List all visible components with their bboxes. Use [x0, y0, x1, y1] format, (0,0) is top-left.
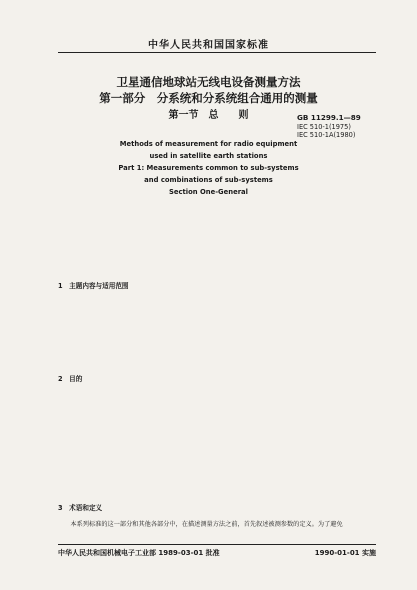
english-line-5: Section One-General [169, 188, 248, 196]
paragraph-3-1: 本系列标准的这一部分和其他各部分中，在描述测量方法之前，首先叙述被测参数的定义。为了避免 [70, 521, 343, 528]
title-section: 第一节 总 则 [168, 110, 249, 121]
iec-code-2: IEC 510-1A(1980) [297, 131, 356, 140]
title-line-1: 卫星通信地球站无线电设备测量方法 [116, 75, 301, 89]
standard-header: 中华人民共和国国家标准 [148, 40, 269, 51]
section-3-heading: 3 术语和定义 [58, 504, 103, 512]
approval-text: 中华人民共和国机械电子工业部 1989-03-01 批准 [58, 549, 220, 557]
gb-code: GB 11299.1—89 [297, 113, 361, 122]
english-title [0, 138, 417, 198]
iec-code-1: IEC 510-1(1975) [297, 122, 351, 131]
english-line-2: used in satellite earth stations [149, 152, 268, 160]
document-body [58, 228, 376, 531]
effective-date: 1990-01-01 实施 [314, 549, 376, 557]
english-line-3: Part 1: Measurements common to sub-systems [118, 164, 299, 172]
english-line-1: Methods of measurement for radio equipment [119, 140, 298, 148]
header-rule [58, 52, 376, 53]
standard-codes [297, 114, 361, 140]
section-1-heading: 1 主题内容与适用范围 [58, 282, 129, 290]
english-line-4: and combinations of sub-systems [144, 176, 273, 184]
footer-rule [58, 544, 376, 545]
title-line-2: 第一部分 分系统和分系统组合通用的测量 [99, 91, 318, 105]
section-2-heading: 2 目的 [58, 375, 83, 383]
